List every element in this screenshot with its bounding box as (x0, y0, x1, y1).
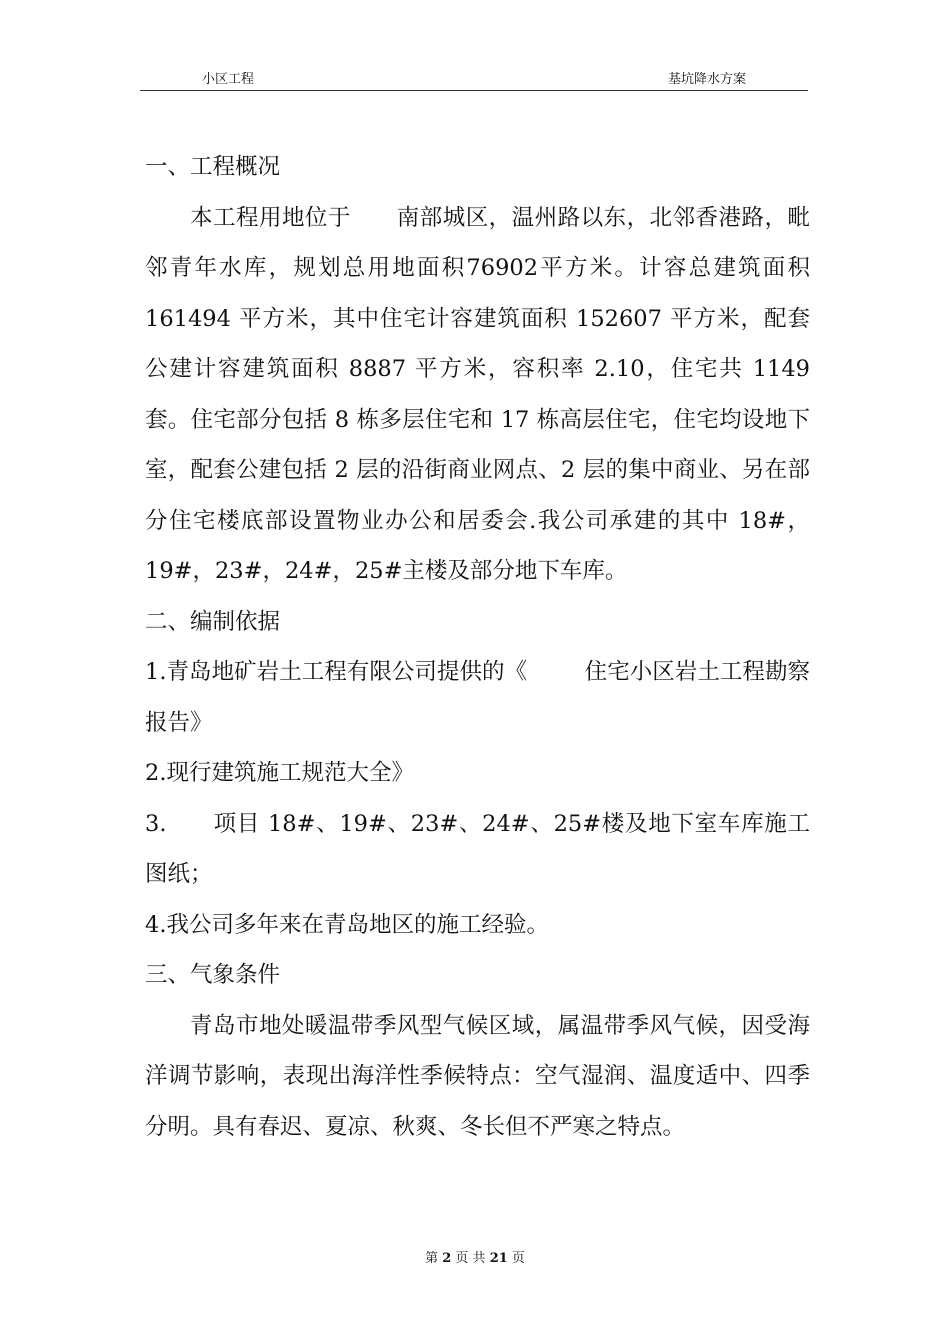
overview-paragraph: 本工程用地位于 南部城区，温州路以东，北邻香港路，毗邻青年水库，规划总用地面积76902平方米。计容总建筑面积 161494 平方米，其中住宅计容建筑面积 152607 平方米，配套公建计容建筑面积 8887 平方米，容积率 2.10，住宅共 1149 套。住宅部分包括 8 栋多层住宅和 17 栋高层住宅，住宅均设地下室，配套公建包括 2 层的沿街商业网点、2 层的集中商业、另在部分住宅楼底部设置物业办公和居委会.我公司承建的其中 18#，19#，23#，24#，25#主楼及部分地下车库。 (145, 204, 818, 584)
header-right-title: 基坑降水方案 (667, 72, 746, 87)
header-left-title: 小区工程 (202, 72, 255, 87)
footer-page-number: 2 (442, 1251, 452, 1266)
basis-item-1: 1.青岛地矿岩土工程有限公司提供的《 住宅小区岩土工程勘察报告》 (145, 659, 810, 736)
page-header (140, 68, 808, 91)
basis-item-4: 4.我公司多年来在青岛地区的施工经验。 (145, 911, 549, 938)
section-heading-basis: 二、编制依据 (145, 608, 281, 635)
footer-middle: 页 共 (455, 1251, 486, 1266)
document-body (145, 142, 818, 1152)
footer-prefix: 第 (425, 1251, 439, 1266)
page-footer (0, 1250, 950, 1268)
footer-suffix: 页 (511, 1251, 525, 1266)
section-heading-climate: 三、气象条件 (145, 962, 281, 988)
footer-total-pages: 21 (489, 1251, 508, 1266)
basis-item-2: 2.现行建筑施工规范大全》 (145, 760, 414, 786)
section-heading-overview: 一、工程概况 (145, 154, 281, 180)
basis-item-3: 3. 项目 18#、19#、23#、24#、25#楼及地下室车库施工图纸； (145, 810, 810, 887)
climate-paragraph: 青岛市地处暖温带季风型气候区域，属温带季风气候，因受海洋调节影响，表现出海洋性季候特点：空气湿润、温度适中、四季分明。具有春迟、夏凉、秋爽、冬长但不严寒之特点。 (145, 1012, 810, 1140)
